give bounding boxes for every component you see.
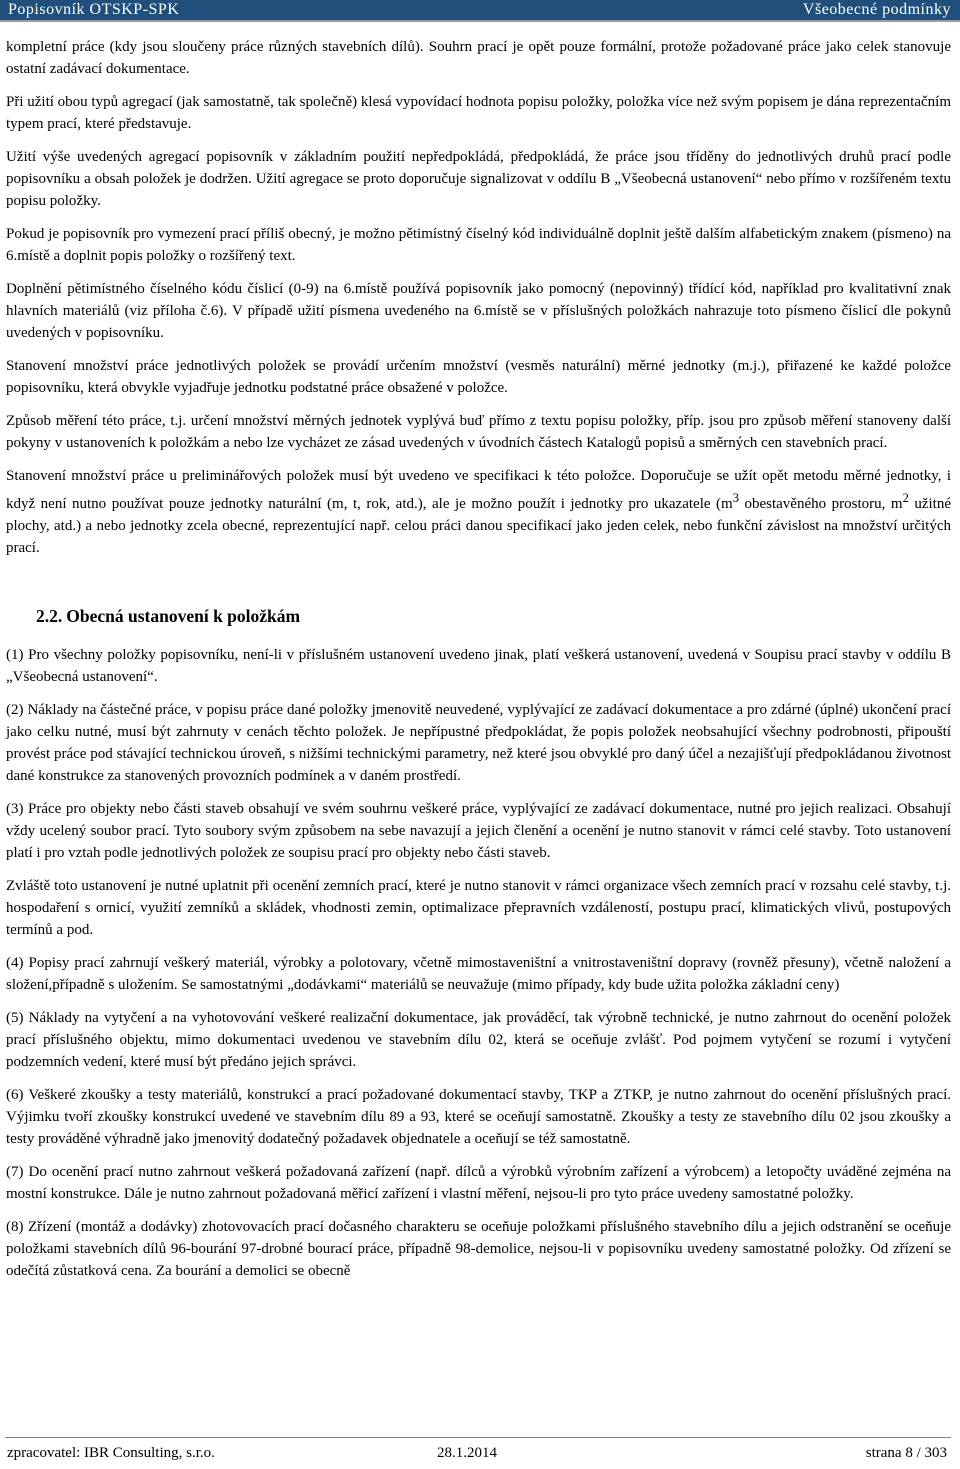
provision-paragraph: Zvláště toto ustanovení je nutné uplatnit při ocenění zemních prací, které je nutno stanovit v rámci organizace všech zemních prací v rozsahu celé stavby, t.j. hospodaření s ornicí, využití zemníků a skládek, vhodnosti zemin, optimalizace přepravních vzdáleností, postupu prací, klimatických vlivů, postupových termínů a pod. (6, 878, 951, 938)
header-chapter-title: Všeobecné podmínky (802, 1, 951, 18)
provision-paragraph: (5) Náklady na vytyčení a na vyhotovování veškeré realizační dokumentace, jak prováděcí, tak výrobně technické, je nutno zahrnout do ocenění položek prací příslušného objektu, mimo dokumentaci uvedenou ve stavebním dílu 02, která se oceňuje zvlášť. Pod pojmem vytyčení se rozumí i vytyčení podzemních vedení, které musí být předáno jejich správci. (6, 1010, 951, 1070)
provision-paragraph: (3) Práce pro objekty nebo části staveb obsahují ve svém souhrnu veškeré práce, vyplývající ze zadávací dokumentace, nutné pro jejich realizaci. Obsahují vždy ucelený soubor prací. Tyto soubory svým způsobem na sebe navazují a jejich členění a ocenění je nutno stanovit v rámci celé stavby. Toto ustanovení platí i pro vztah podle jednotlivých položek ze soupisu prací pro objekty nebo části staveb. (6, 801, 951, 861)
section-title: Obecná ustanovení k položkám (66, 606, 301, 626)
superscript-2: 2 (902, 491, 909, 505)
footer-page-number: strana 8 / 303 (865, 1445, 947, 1461)
provision-paragraph: (8) Zřízení (montáž a dodávky) zhotovovacích prací dočasného charakteru se oceňuje položkami příslušného stavebního dílu a jejich odstranění se oceňuje položkami stavebních dílů 96-bourání 97-drobné bourací práce, případně 98-demolice, nejsou-li v popisovníku uvedeny samostatné položky. Od zřízení se odečítá zůstatková cena. Za bourání a demolici se obecně (6, 1219, 951, 1279)
paragraph: Doplnění pětimístného číselného kódu číslicí (0-9) na 6.místě používá popisovník jako pomocný (nepovinný) třídící kód, například pro kvalitativní znak hlavních materiálů (viz příloha č.6). V případě užití písmena uvedeného na 6.místě se v příslušných položkách nahrazuje toto písmeno číslicí dle pokynů uvedených v popisovníku. (6, 281, 951, 341)
paragraph: Způsob měření této práce, t.j. určení množství měrných jednotek vyplývá buď přímo z textu popisu položky, příp. jsou pro způsob měření stanoveny další pokyny v ustanoveních k položkám a nebo lze vycházet ze zásad uvedených v úvodních částech Katalogů popisů a směrných cen stavebních prací. (6, 413, 951, 451)
paragraph: Pokud je popisovník pro vymezení prací příliš obecný, je možno pětimístný číselný kód individuálně doplnit ještě dalším alfabetickým znakem (písmeno) na 6.místě a doplnit popis položky o rozšířený text. (6, 226, 951, 264)
provision-paragraph: (2) Náklady na částečné práce, v popisu práce dané položky jmenovitě neuvedené, vyplývající ze zadávací dokumentace a pro zdárné (úplné) ukončení prací jako celku nutné, musí být zahrnuty v cenách těchto položek. Je nepřípustné předpokládat, že popis položek neobsahující všechny podrobnosti, připouští provést práce pod stávající technickou úroveň, s nižšími technickými parametry, než které jsou obvyklé pro daný účel a nezajišťují předpokládanou životnost dané konstrukce za stanovených provozních podmínek a v daném prostředí. (6, 702, 951, 784)
page-footer (0, 1433, 960, 1469)
footer-rule (5, 1437, 951, 1438)
header-rule (0, 20, 960, 22)
provision-paragraph: (1) Pro všechny položky popisovníku, není-li v příslušném ustanovení uvedeno jinak, platí veškerá ustanovení, uvedená v Soupisu prací stavby v oddílu B „Všeobecná ustanovení“. (6, 647, 951, 685)
page-header (0, 0, 960, 22)
section-heading (36, 605, 951, 627)
superscript-3: 3 (732, 491, 739, 505)
units-text-2: obestavěného prostoru, m (738, 496, 903, 512)
units-text-1: Stanovení množství práce u preliminářových položek musí být uvedeno ve specifikaci k této položce. Doporučuje se užít opět metodu měrné jednotky, i když není nutno používat pouze jednotky naturální (m, t, rok, atd.), ale je možno použít i jednotky pro ukazatele (m (6, 468, 951, 512)
provision-paragraph: (6) Veškeré zkoušky a testy materiálů, konstrukcí a prací požadované dokumentací stavby, TKP a ZTKP, je nutno zahrnout do ocenění příslušných prací. Výjimku tvoří zkoušky konstrukcí uvedené ve stavebním dílu 89 a 93, které se oceňují samostatně. Zkoušky a testy ze stavebního dílu 02 jsou zkoušky a testy prováděné výhradně jako jmenovitý dodatečný požadavek objednatele a oceňují se též samostatně. (6, 1087, 951, 1147)
provision-paragraph: (4) Popisy prací zahrnují veškerý materiál, výrobky a polotovary, včetně mimostaveništní a vnitrostaveništní dopravy (rovněž přesuny), včetně naložení a složení,případně s uložením. Se samostatnými „dodávkami“ materiálů se neuvažuje (mimo případy, kdy bude užita položka základní ceny) (6, 955, 951, 993)
footer-date: 28.1.2014 (437, 1445, 497, 1461)
paragraph: kompletní práce (kdy jsou sloučeny práce různých stavebních dílů). Souhrn prací je opět pouze formální, protože požadované práce jako celek stanovuje ostatní zadávací dokumentace. (6, 39, 951, 77)
paragraph: Při užití obou typů agregací (jak samostatně, tak společně) klesá vypovídací hodnota popisu položky, položka více než svým popisem je dána reprezentačním typem prací, které představuje. (6, 94, 951, 132)
page-body (6, 36, 951, 1293)
units-text-3: užitné plochy, atd.) a nebo jednotky zcela obecné, reprezentující např. celou práci danou specifikací jako jeden celek, nebo funkční závislost na množství určitých prací. (6, 496, 951, 556)
spacer (6, 570, 951, 605)
header-document-title: Popisovník OTSKP-SPK (8, 1, 180, 18)
provision-paragraph: (7) Do ocenění prací nutno zahrnout veškerá požadovaná zařízení (např. dílců a výrobků výrobním zařízení a výrobcem) a letopočty uváděné zejména na mostní konstrukce. Dále je nutno zahrnout požadovaná měřicí zařízení i vlastní měření, nejsou-li pro tyto práce uvedeny samostatné položky. (6, 1164, 951, 1202)
paragraph: Užití výše uvedených agregací popisovník v základním použití nepředpokládá, předpokládá, že práce jsou tříděny do jednotlivých druhů prací podle popisovníku a obsah položek je dodržen. Užití agregace se proto doporučuje signalizovat v oddílu B „Všeobecná ustanovení“ nebo přímo v rozšířeném textu popisu položky. (6, 149, 951, 209)
footer-author: zpracovatel: IBR Consulting, s.r.o. (7, 1445, 215, 1461)
paragraph-units (6, 465, 951, 559)
paragraph: Stanovení množství práce jednotlivých položek se provádí určením množství (vesměs naturální) měrné jednotky (m.j.), přiřazené ke každé položce popisovníku, která obvykle vyjadřuje jednotku podstatné práce obsažené v položce. (6, 358, 951, 396)
section-number: 2.2. (36, 606, 63, 626)
